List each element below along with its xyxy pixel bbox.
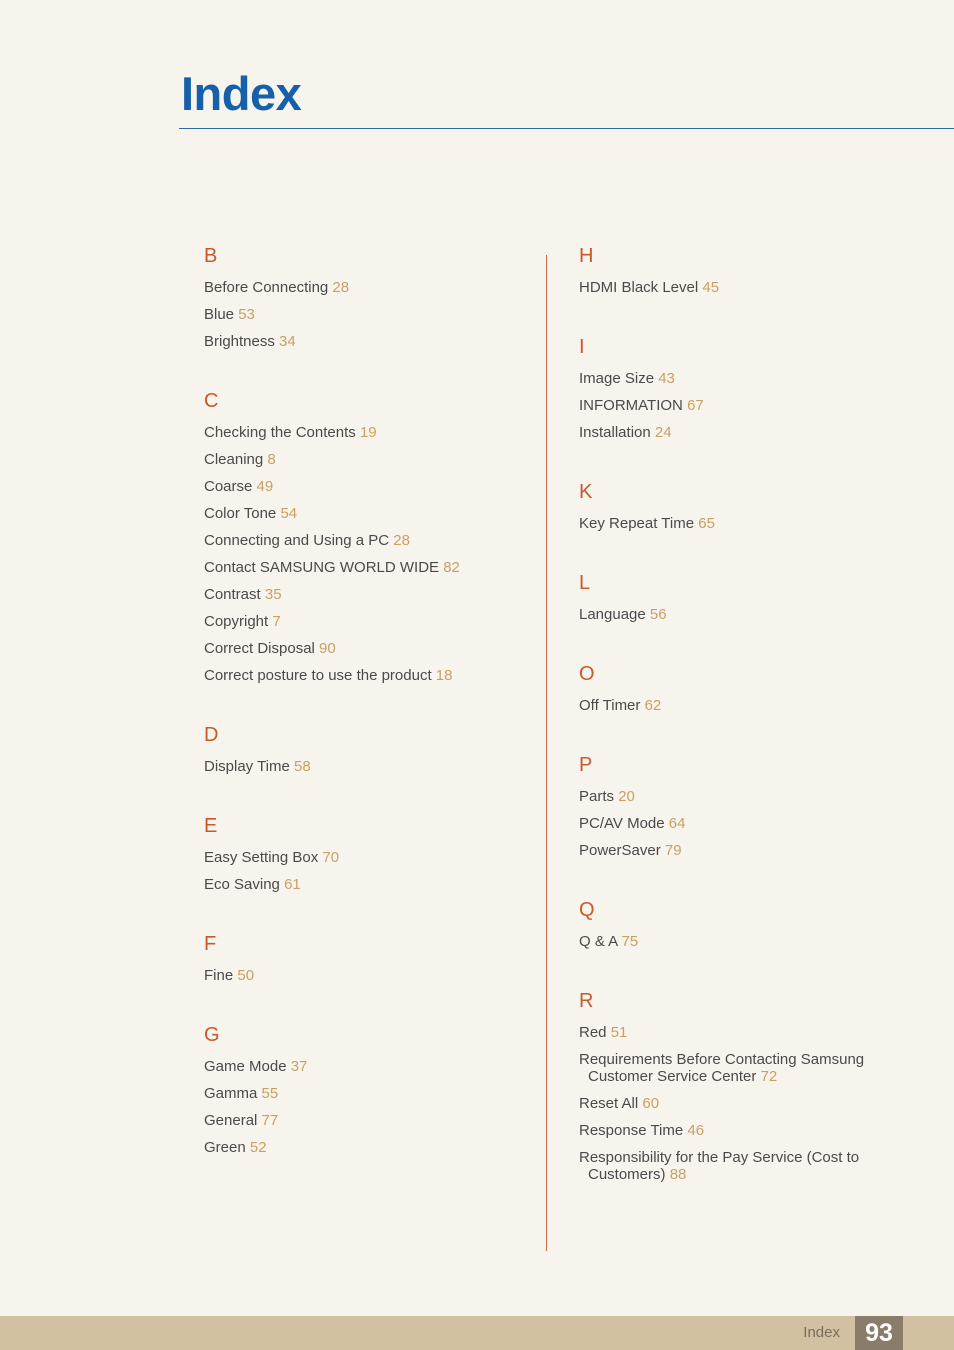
index-entry[interactable]	[204, 1058, 534, 1075]
entry-text: Image Size	[579, 370, 655, 387]
index-entry[interactable]	[204, 505, 534, 522]
entry-text: Before Connecting	[204, 279, 329, 296]
index-entry[interactable]	[204, 451, 534, 468]
entry-page-number[interactable]: 37	[290, 1058, 308, 1075]
index-entry[interactable]	[579, 1024, 919, 1041]
entry-text: Q & A	[579, 933, 618, 950]
index-entry[interactable]	[579, 1149, 919, 1183]
index-entry[interactable]	[204, 613, 534, 630]
index-entry[interactable]	[579, 1122, 919, 1139]
entry-page-number[interactable]: 72	[760, 1068, 778, 1085]
entry-text: Responsibility for the Pay Service (Cost to	[579, 1149, 860, 1166]
entry-text: Easy Setting Box	[204, 849, 319, 866]
index-entry[interactable]	[579, 697, 919, 714]
index-section-g	[204, 1022, 534, 1156]
index-section-r	[579, 988, 919, 1183]
index-section-i	[579, 334, 919, 441]
entry-text: Coarse	[204, 478, 253, 495]
entry-page-number[interactable]: 28	[332, 279, 350, 296]
entry-text: Parts	[579, 788, 615, 805]
entry-continuation	[579, 1166, 919, 1183]
title-divider	[179, 128, 954, 129]
section-letter: H	[579, 245, 594, 267]
index-section-p	[579, 752, 919, 859]
entry-text: PowerSaver	[579, 842, 661, 859]
index-entry[interactable]	[579, 933, 919, 950]
section-letter: E	[204, 815, 218, 837]
entry-page-number[interactable]: 52	[249, 1139, 267, 1156]
entry-text: Cleaning	[204, 451, 264, 468]
entry-page-number[interactable]: 55	[261, 1085, 279, 1102]
index-entry[interactable]	[204, 424, 534, 441]
column-divider	[546, 255, 547, 1251]
entry-page-number[interactable]: 56	[649, 606, 667, 623]
entry-text: Key Repeat Time	[579, 515, 695, 532]
entry-text: INFORMATION	[579, 397, 683, 414]
entry-page-number[interactable]: 18	[435, 667, 453, 684]
entry-page-number[interactable]: 60	[642, 1095, 660, 1112]
index-entry[interactable]	[204, 640, 534, 657]
section-letter: L	[579, 572, 591, 594]
index-entry[interactable]	[204, 279, 534, 296]
entry-continuation-text: Customers)	[588, 1166, 666, 1183]
entry-text: Eco Saving	[204, 876, 280, 893]
entry-page-number[interactable]: 64	[668, 815, 686, 832]
entry-page-number[interactable]: 53	[238, 306, 255, 323]
index-entry[interactable]	[579, 842, 919, 859]
index-entry[interactable]	[579, 606, 919, 623]
index-column-right	[579, 243, 919, 1183]
index-entry[interactable]	[204, 532, 534, 549]
entry-text: Response Time	[579, 1122, 684, 1139]
entry-page-number[interactable]: 65	[698, 515, 715, 532]
index-entry[interactable]	[579, 1051, 919, 1085]
entry-page-number[interactable]: 79	[664, 842, 682, 859]
index-entry[interactable]	[204, 306, 534, 323]
entry-text: Display Time	[204, 758, 290, 775]
section-letter: Q	[579, 899, 595, 921]
entry-page-number[interactable]: 88	[669, 1166, 687, 1183]
entry-page-number[interactable]: 49	[256, 478, 274, 495]
footer-section-label: Index	[803, 1324, 840, 1341]
section-letter: K	[579, 481, 593, 503]
index-entry[interactable]	[204, 478, 534, 495]
entry-text: Correct Disposal	[204, 640, 315, 657]
index-section-c	[204, 388, 534, 684]
entry-continuation	[579, 1068, 919, 1085]
entry-page-number[interactable]: 67	[687, 397, 704, 414]
section-letter: D	[204, 724, 219, 746]
page-number: 93	[855, 1316, 903, 1350]
entry-continuation-text: Customer Service Center	[588, 1068, 757, 1085]
entry-page-number[interactable]: 51	[610, 1024, 628, 1041]
entry-text: Language	[579, 606, 646, 623]
entry-page-number[interactable]: 50	[237, 967, 255, 984]
section-letter: G	[204, 1024, 220, 1046]
index-entry[interactable]	[204, 1112, 534, 1129]
entry-page-number[interactable]: 62	[644, 697, 662, 714]
index-entry[interactable]	[579, 397, 919, 414]
entry-page-number[interactable]: 7	[272, 613, 281, 630]
index-section-b	[204, 243, 534, 350]
entry-page-number[interactable]: 8	[267, 451, 276, 468]
index-section-q	[579, 897, 919, 950]
section-letter: I	[579, 336, 585, 358]
index-entry[interactable]	[579, 424, 919, 441]
section-letter: B	[204, 245, 218, 267]
index-entry[interactable]	[579, 279, 919, 296]
entry-text: Red	[579, 1024, 607, 1041]
index-entry[interactable]	[579, 1095, 919, 1112]
entry-text: PC/AV Mode	[579, 815, 665, 832]
section-letter: O	[579, 663, 595, 685]
entry-page-number[interactable]: 35	[264, 586, 282, 603]
entry-text: Off Timer	[579, 697, 641, 714]
index-entry[interactable]	[204, 967, 534, 984]
index-entry[interactable]	[204, 1085, 534, 1102]
entry-page-number[interactable]: 45	[702, 279, 720, 296]
index-entry[interactable]	[579, 788, 919, 805]
entry-page-number[interactable]: 34	[279, 333, 296, 350]
entry-text: Installation	[579, 424, 651, 441]
index-entry[interactable]	[204, 758, 534, 775]
entry-page-number[interactable]: 20	[618, 788, 635, 805]
index-entry[interactable]	[204, 586, 534, 603]
entry-page-number[interactable]: 24	[654, 424, 672, 441]
index-section-f	[204, 931, 534, 984]
entry-text: Correct posture to use the product	[204, 667, 432, 684]
index-entry[interactable]	[579, 370, 919, 387]
index-section-o	[579, 661, 919, 714]
section-letter: P	[579, 754, 593, 776]
entry-text: Fine	[204, 967, 234, 984]
page-title: Index	[181, 67, 302, 120]
entry-text: Blue	[204, 306, 235, 323]
entry-text: Gamma	[204, 1085, 258, 1102]
entry-page-number[interactable]: 19	[359, 424, 377, 441]
entry-text: Checking the Contents	[204, 424, 356, 441]
index-entry[interactable]	[204, 849, 534, 866]
entry-text: Requirements Before Contacting Samsung	[579, 1051, 865, 1068]
entry-text: Connecting and Using a PC	[204, 532, 390, 549]
entry-page-number[interactable]: 82	[443, 559, 460, 576]
section-letter: F	[204, 933, 217, 955]
index-entry[interactable]	[204, 876, 534, 893]
entry-page-number[interactable]: 90	[319, 640, 336, 657]
entry-text: Contrast	[204, 586, 261, 603]
entry-text: General	[204, 1112, 258, 1129]
entry-text: Color Tone	[204, 505, 277, 522]
index-entry[interactable]	[204, 667, 534, 684]
index-section-d	[204, 722, 534, 775]
entry-page-number[interactable]: 70	[322, 849, 340, 866]
entry-page-number[interactable]: 43	[658, 370, 675, 387]
entry-page-number[interactable]: 28	[393, 532, 410, 549]
index-entry[interactable]	[204, 1139, 534, 1156]
entry-text: Brightness	[204, 333, 275, 350]
entry-text: HDMI Black Level	[579, 279, 699, 296]
index-section-k	[579, 479, 919, 532]
index-entry[interactable]	[204, 333, 534, 350]
entry-page-number[interactable]: 77	[261, 1112, 279, 1129]
index-entry[interactable]	[579, 815, 919, 832]
entry-page-number[interactable]: 61	[284, 876, 301, 893]
entry-text: Game Mode	[204, 1058, 287, 1075]
index-column-left	[204, 243, 534, 1156]
index-section-h	[579, 243, 919, 296]
entry-page-number[interactable]: 58	[294, 758, 311, 775]
entry-page-number[interactable]: 54	[280, 505, 298, 522]
index-section-e	[204, 813, 534, 893]
index-entry[interactable]	[579, 515, 919, 532]
footer-bar	[0, 1316, 954, 1350]
section-letter: R	[579, 990, 594, 1012]
entry-page-number[interactable]: 75	[621, 933, 639, 950]
entry-text: Green	[204, 1139, 246, 1156]
index-entry[interactable]	[204, 559, 534, 576]
entry-text: Contact SAMSUNG WORLD WIDE	[204, 559, 440, 576]
entry-text: Reset All	[579, 1095, 639, 1112]
entry-text: Copyright	[204, 613, 269, 630]
section-letter: C	[204, 390, 219, 412]
entry-page-number[interactable]: 46	[687, 1122, 705, 1139]
index-section-l	[579, 570, 919, 623]
